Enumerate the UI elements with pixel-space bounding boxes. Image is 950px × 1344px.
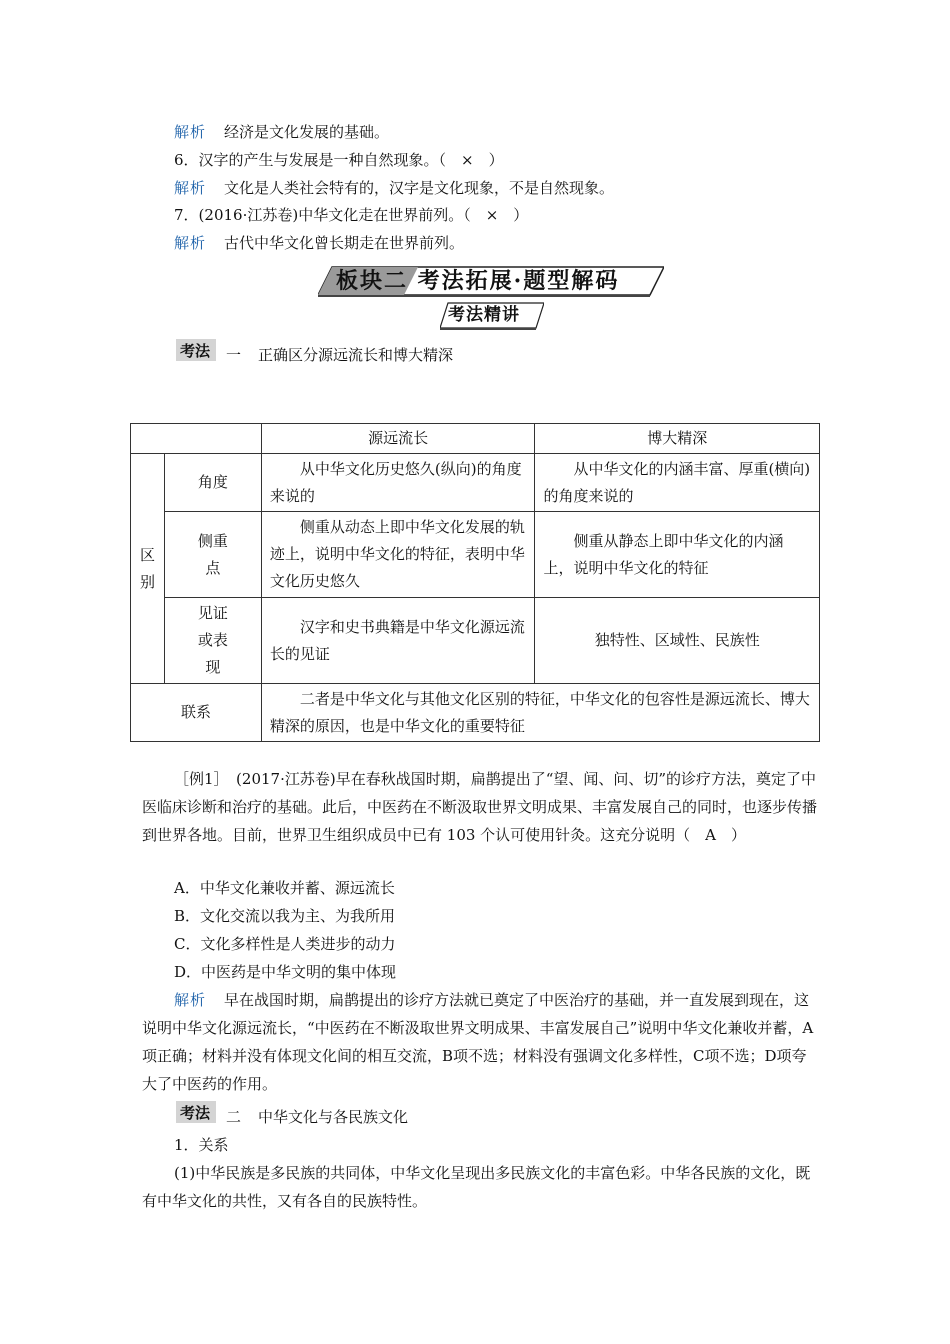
table-header-cell: 源远流长 [261, 424, 535, 454]
question-text: 6．汉字的产生与发展是一种自然现象。（ × ） [174, 151, 504, 169]
analysis-line-3 [174, 233, 464, 253]
question-7 [174, 205, 528, 225]
sub-banner-title: 考法精讲 [448, 305, 520, 325]
analysis-tag: 解析 [174, 991, 207, 1009]
question-6 [174, 150, 504, 170]
option-c: C．文化多样性是人类进步的动力 [174, 935, 396, 953]
table-row [131, 598, 820, 684]
group-label-distinction: 区别 [131, 454, 165, 684]
analysis-text: 早在战国时期，扁鹊提出的诊疗方法就已奠定了中医治疗的基础，并一直发展到现在，这说明中华文化源远流长，“中医药在不断汲取世界文明成果、丰富发展自己”说明中华文化兼收并蓄，A项正确；材料并没有体现文化间的相互交流，B项不选；材料没有强调文化多样性，C项不选；D项夸大了中医药的作用。 [142, 991, 814, 1093]
comparison-table [130, 423, 820, 742]
table-cell: 侧重从动态上即中华文化发展的轨迹上，说明中华文化的特征，表明中华文化历史悠久 [261, 512, 535, 598]
section-paragraph: (1)中华民族是多民族的共同体，中华文化呈现出多民族文化的丰富色彩。中华各民族的文化，既有中华文化的共性，又有各自的民族特性。 [142, 1164, 811, 1210]
table-header-empty [131, 424, 262, 454]
option-a: A．中华文化兼收并蓄、源远流长 [174, 879, 395, 897]
analysis-line-2 [174, 178, 614, 198]
analysis-text: 经济是文化发展的基础。 [224, 123, 390, 141]
option-d: D．中医药是中华文明的集中体现 [174, 963, 397, 981]
method-title: 正确区分源远流长和博大精深 [258, 346, 454, 364]
method-title: 中华文化与各民族文化 [258, 1108, 409, 1126]
table-header-cell: 博大精深 [535, 424, 820, 454]
table-cell: 二者是中华文化与其他文化区别的特征，中华文化的包容性是源远流长、博大精深的原因，也是中华文化的重要特征 [261, 684, 819, 742]
table-row [131, 454, 820, 512]
method-number: 二 [226, 1108, 242, 1126]
analysis-text: 文化是人类社会特有的，汉字是文化现象，不是自然现象。 [224, 179, 615, 197]
table-row-link [131, 684, 820, 742]
row-label: 侧重点 [164, 512, 261, 598]
section-banner-title: 板块二 考法拓展·题型解码 [336, 268, 620, 294]
row-label: 角度 [164, 454, 261, 512]
table-row [131, 512, 820, 598]
table-cell: 从中华文化历史悠久(纵向)的角度来说的 [261, 454, 535, 512]
analysis-line-1 [174, 122, 389, 142]
analysis-text: 古代中华文化曾长期走在世界前列。 [224, 234, 465, 252]
table-header-row [131, 424, 820, 454]
example-stem: ［例1］ (2017·江苏卷)早在春秋战国时期，扁鹊提出了“望、闻、问、切”的诊疗方法，奠定了中医临床诊断和治疗的基础。此后，中医药在不断汲取世界文明成果、丰富发展自己的同时，也逐步传播到世界各地。目前，世界卫生组织成员中已有 103 个认可使用针灸。这充分说明（ A ） [142, 770, 818, 844]
question-text: 7．(2016·江苏卷)中华文化走在世界前列。（ × ） [174, 206, 529, 224]
example-analysis [142, 986, 820, 1098]
table-cell: 独特性、区域性、民族性 [535, 598, 820, 684]
table-cell: 汉字和史书典籍是中华文化源远流长的见证 [261, 598, 535, 684]
row-label: 见证或表现 [164, 598, 261, 684]
table-cell: 侧重从静态上即中华文化的内涵上，说明中华文化的特征 [535, 512, 820, 598]
option-b: B．文化交流以我为主、为我所用 [174, 907, 396, 925]
table-cell: 从中华文化的内涵丰富、厚重(横向)的角度来说的 [535, 454, 820, 512]
analysis-tag: 解析 [174, 123, 207, 141]
method-number: 一 [226, 346, 242, 364]
row-label: 联系 [131, 684, 262, 742]
method-label: 考法 [180, 342, 211, 360]
analysis-tag: 解析 [174, 179, 207, 197]
analysis-tag: 解析 [174, 234, 207, 252]
method-label: 考法 [180, 1104, 211, 1122]
section-heading: 1．关系 [174, 1136, 229, 1154]
